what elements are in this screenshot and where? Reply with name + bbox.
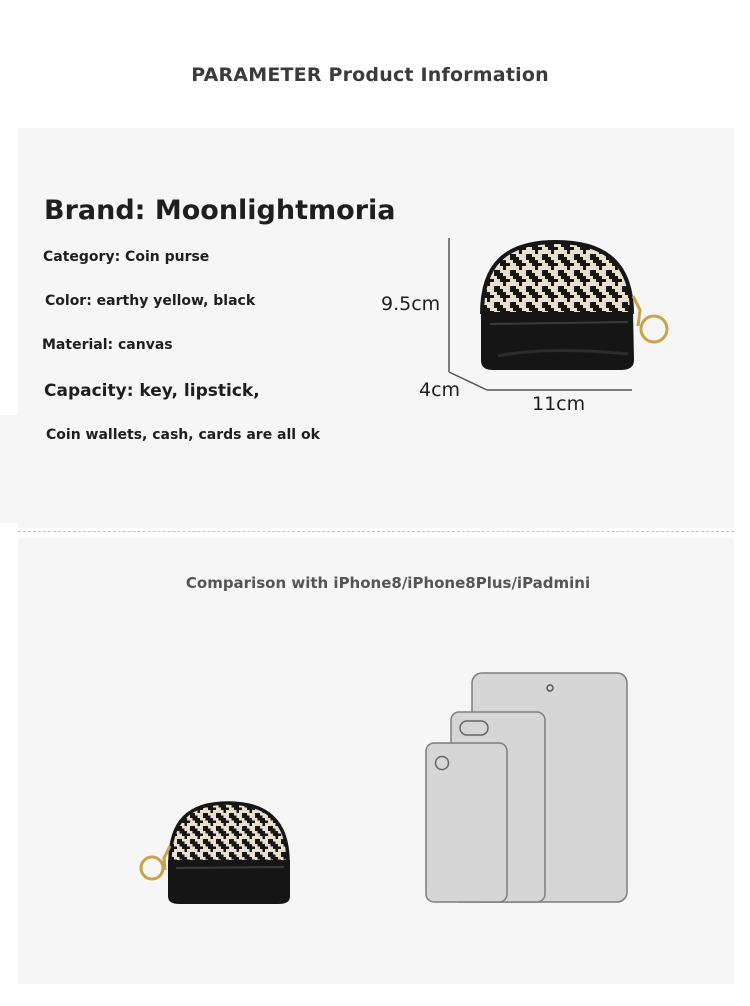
material-label: Material: canvas [42,337,173,353]
iphone8-outline [426,743,507,902]
depth-dimension-label: 4cm [419,379,461,401]
capacity-label: Capacity: key, lipstick, [44,381,260,401]
page-title: PARAMETER Product Information [191,64,549,86]
comparison-title: Comparison with iPhone8/iPhone8Plus/iPadmini [185,574,591,592]
brand-label: Brand: Moonlightmoria [44,195,396,226]
category-label: Category: Coin purse [43,249,210,265]
capacity-detail-label: Coin wallets, cash, cards are all ok [46,427,320,443]
height-dimension-label: 9.5cm [381,293,441,315]
width-dimension-label: 11cm [532,393,586,415]
color-label: Color: earthy yellow, black [45,293,256,309]
